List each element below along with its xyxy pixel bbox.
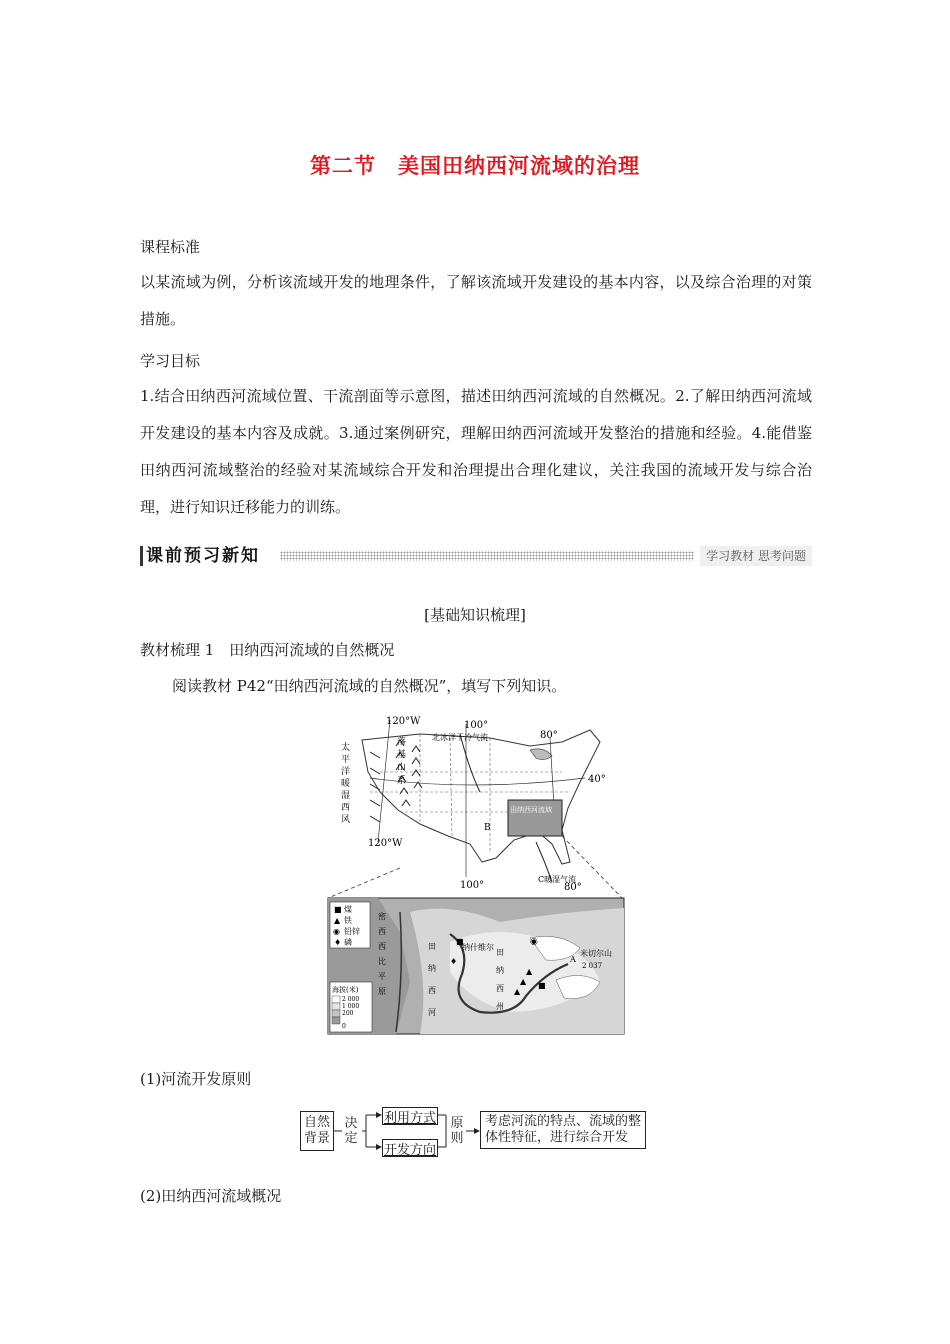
coal-marker-icon: ■ [456, 937, 464, 946]
utilization-text: 利用方式 [383, 1110, 436, 1126]
map-svg [300, 712, 630, 1038]
section-heading: [基础知识梳理] [424, 606, 526, 624]
label-a: A [570, 955, 576, 964]
objectives-heading: 学习目标 [140, 352, 201, 370]
instruction-text: 阅读教材 P42“田纳西河流域的自然概况”，填写下列知识。 [172, 677, 567, 695]
lon-100-bottom: 100° [460, 880, 485, 891]
principle-flow-diagram [300, 1107, 650, 1158]
direction-text: 开发方向 [383, 1142, 436, 1158]
principle-result-box [480, 1111, 646, 1149]
map-figure [300, 712, 630, 1038]
tennessee-state-label: 田纳西州 [495, 948, 505, 1020]
tennessee-river-label: 田纳西河 [427, 942, 437, 1030]
elev-level-3: 0 [342, 1023, 346, 1030]
legend-phosphorus-icon: ♦ [334, 938, 342, 947]
mitchell-label: 米切尔山 [580, 949, 612, 958]
lon-80: 80° [540, 730, 558, 741]
lon-120-top: 120°W [386, 716, 421, 727]
elev-level-0: 2 000 [342, 996, 360, 1003]
iron-marker-icon: ▲ [526, 967, 533, 976]
standard-text: 以某流域为例，分析该流域开发的地理条件，了解该流域开发建设的基本内容，以及综合治理的对策措施。 [140, 273, 812, 328]
mitchell-elev: 2 037 [582, 962, 603, 970]
principle-label: 原则 [450, 1116, 464, 1146]
standard-heading: 课程标准 [140, 238, 201, 256]
legend-coal: 煤 [344, 905, 352, 914]
result-line-2: 体性特征，进行综合开发 [485, 1130, 629, 1145]
legend-leadzinc: 铅锌 [344, 927, 360, 936]
objectives-text: 1.结合田纳西河流域位置、干流剖面等示意图，描述田纳西河流域的自然概况。2.了解田纳西河流域开发建设的基本内容及成就。3.通过案例研究，理解田纳西河流域开发整治的措施和经验。4.能借鉴田纳西河流域整治的经验对某流域综合开发和治理提出合理化建议，关注我国的流域开发与综合治理，进行知识迁移能力的训练。 [140, 387, 812, 516]
nashville-label: 纳什维尔 [462, 943, 494, 952]
phosphorus-marker-icon: ♦ [450, 957, 458, 966]
question-2: (2)田纳西河流域概况 [140, 1187, 282, 1205]
rockies-label: 落基山系 [395, 736, 405, 788]
coal-marker-icon-2: ■ [538, 981, 546, 990]
elev-level-2: 200 [342, 1010, 354, 1017]
natural-background-box: 自然背景 [300, 1111, 334, 1151]
result-line-1: 考虑河流的特点、流域的整 [485, 1114, 642, 1129]
question-1: (1)河流开发原则 [140, 1070, 252, 1088]
elevation-title: 海拔(米) [332, 986, 359, 994]
basin-label: 田纳西河流域 [510, 806, 552, 814]
iron-marker-icon-2: ▲ [520, 977, 527, 986]
page-title: 第二节 美国田纳西河流域的治理 [310, 153, 640, 178]
legend-iron-icon: ▲ [334, 916, 341, 925]
lon-80-bottom: 80° [564, 882, 582, 893]
arctic-air-label: 北冰洋干冷气流 [432, 733, 488, 742]
banner-subtitle: 学习教材 思考问题 [700, 546, 812, 566]
banner-title: 课前预习新知 [140, 544, 260, 568]
utilization-box [382, 1107, 438, 1125]
legend-coal-icon: ■ [334, 905, 342, 914]
banner-dots [280, 551, 694, 561]
direction-box [382, 1139, 438, 1157]
pacific-wind-label: 太平洋暖湿西风 [339, 742, 349, 826]
elev-level-1: 1 000 [342, 1003, 360, 1010]
leadzinc-marker-icon: ◉ [530, 937, 538, 947]
iron-marker-icon-3: ▲ [514, 987, 521, 996]
lat-40: 40° [588, 774, 606, 785]
warm-air-label: C暖湿气流 [538, 875, 577, 884]
legend-iron: 铁 [344, 916, 352, 925]
lon-100-top: 100° [464, 720, 489, 731]
lon-120-bottom: 120°W [368, 838, 403, 849]
topic-heading: 教材梳理 1 田纳西河流域的自然概况 [140, 641, 395, 659]
label-b: B [484, 823, 491, 833]
mississippi-plain-label: 密西西比平原 [377, 912, 387, 1002]
section-banner [140, 544, 812, 568]
legend-phosphorus: 磷 [344, 938, 352, 947]
decide-label: 决定 [344, 1116, 358, 1146]
legend-leadzinc-icon: ◉ [333, 927, 340, 936]
